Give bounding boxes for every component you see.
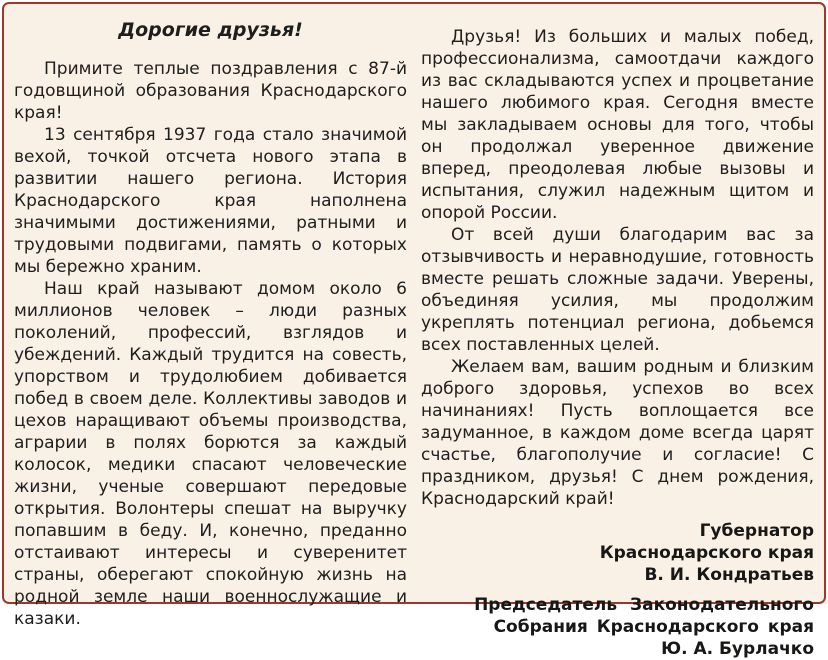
letter-heading: Дорогие друзья! bbox=[14, 16, 407, 44]
signature-chairman bbox=[421, 594, 814, 660]
letter-paragraph: 13 сентября 1937 года стало значимой вехой, точкой отсчета нового этапа в развитии нашего региона. История Краснодарского края наполнена значимыми достижениями, ратными и трудовыми подвигами, память о которых мы бережно храним. bbox=[14, 124, 407, 278]
signature-title-line: Краснодарского края bbox=[421, 542, 814, 564]
letter-paper bbox=[2, 2, 826, 604]
letter-paragraph: Наш край называют домом около 6 миллионов человек – люди разных поколений, профессий, взглядов и убеждений. Каждый трудится на совесть, упорством и трудолюбием добивается побед в своем деле. Коллективы заводов и цехов наращивают объемы производства, аграрии в полях борются за каждый колосок, медики спасают человеческие жизни, ученые совершают передовые открытия. Волонтеры спешат на выручку попавшим в беду. И, конечно, преданно отстаивают интересы и суверенитет страны, оберегают спокойную жизнь на родной земле наши военнослужащие и казаки. bbox=[14, 278, 407, 630]
letter-paragraph: Желаем вам, вашим родным и близким доброго здоровья, успехов во всех начинаниях! Пусть воплощается все задуманное, в каждом доме всегда царят счастье, благополучие и согласие! С праздником, друзья! С днем рождения, Краснодарский край! bbox=[421, 356, 814, 510]
signature-governor bbox=[421, 520, 814, 586]
letter-paragraph: Примите теплые поздравления с 87-й годовщиной образования Краснодарского края! bbox=[14, 58, 407, 124]
letter-paragraph: От всей души благодарим вас за отзывчивость и неравнодушие, готовность вместе решать сложные задачи. Уверены, объединяя усилия, мы продолжим укреплять потенциал региона, добьемся всех поставленных целей. bbox=[421, 224, 814, 356]
signature-name: Ю. А. Бурлачко bbox=[421, 638, 814, 660]
left-column bbox=[14, 16, 407, 594]
letter-columns bbox=[14, 16, 814, 594]
signature-title-line: Председатель Законодательного bbox=[421, 594, 814, 616]
signature-title-line: Губернатор bbox=[421, 520, 814, 542]
signature-name: В. И. Кондратьев bbox=[421, 564, 814, 586]
right-column bbox=[421, 16, 814, 594]
letter-paragraph: Друзья! Из больших и малых побед, профессионализма, самоотдачи каждого из вас складываются успех и процветание нашего любимого края. Сегодня вместе мы закладываем основы для того, чтобы он продолжал уверенное движение вперед, преодолевая любые вызовы и испытания, служил надежным щитом и опорой России. bbox=[421, 26, 814, 224]
signature-title-line: Собрания Краснодарского края bbox=[421, 616, 814, 638]
